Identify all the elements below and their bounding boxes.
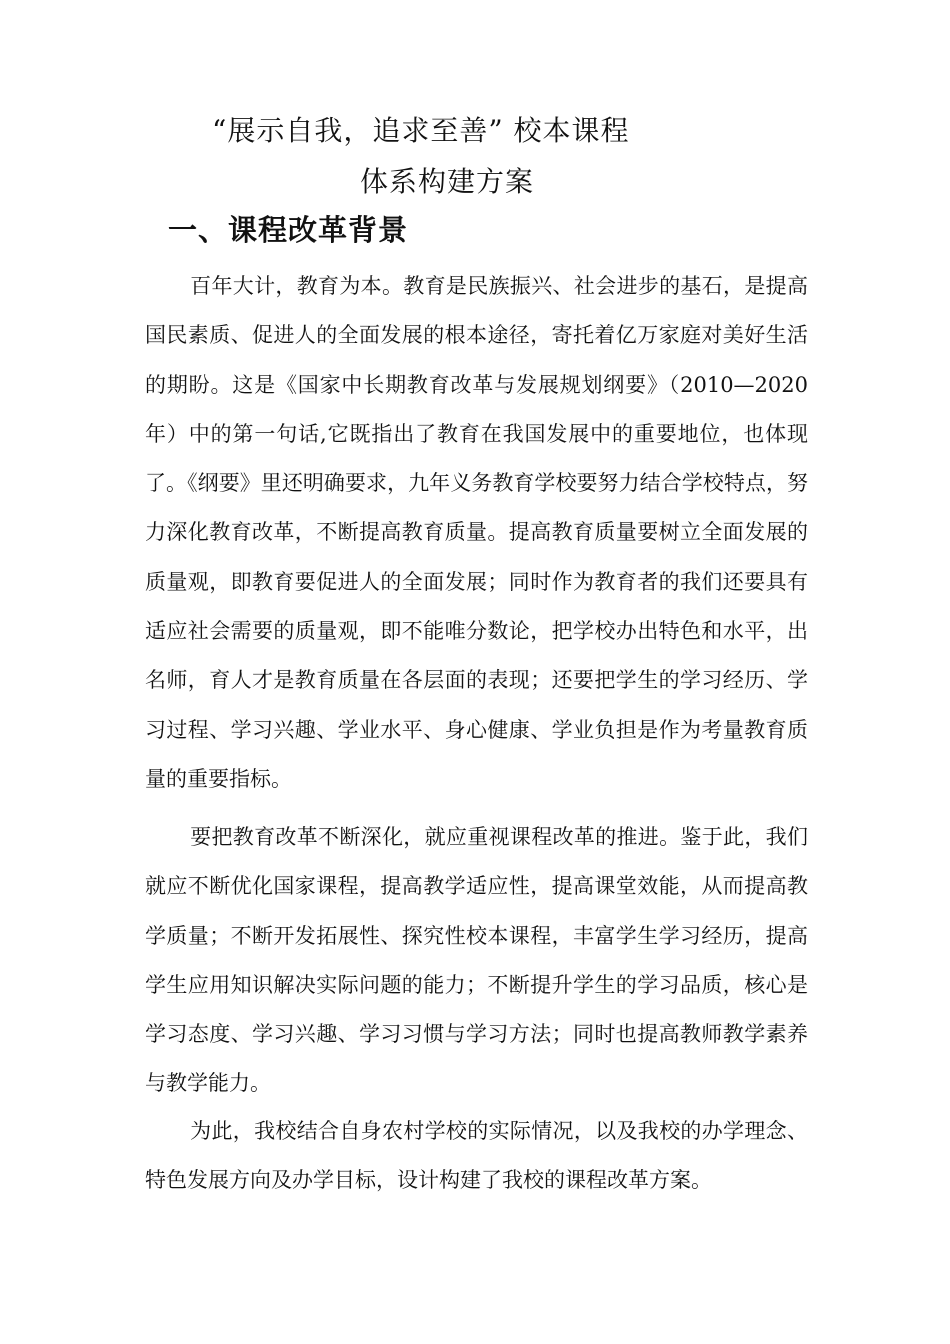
- section-heading: 一、课程改革背景: [168, 213, 409, 247]
- document-title-line-1: “展示自我，追求至善” 校本课程: [212, 114, 630, 147]
- body-paragraph: 要把教育改革不断深化，就应重视课程改革的推进。鉴于此，我们就应不断优化国家课程，提高教学适应性，提高课堂效能，从而提高教学质量；不断开发拓展性、探究性校本课程，丰富学生学习经历，提高学生应用知识解决实际问题的能力；不断提升学生的学习品质，核心是学习态度、学习兴趣、学习习惯与学习方法；同时也提高教师教学素养与教学能力。: [145, 825, 808, 1096]
- document-title-line-2: 体系构建方案: [360, 165, 535, 198]
- body-paragraph: 为此，我校结合自身农村学校的实际情况，以及我校的办学理念、特色发展方向及办学目标，设计构建了我校的课程改革方案。: [145, 1119, 808, 1193]
- body-paragraph: 百年大计，教育为本。教育是民族振兴、社会进步的基石，是提高国民素质、促进人的全面发展的根本途径，寄托着亿万家庭对美好生活的期盼。这是《国家中长期教育改革与发展规划纲要》（2010—2020年）中的第一句话,它既指出了教育在我国发展中的重要地位，也体现了。《纲要》里还明确要求，九年义务教育学校要努力结合学校特点，努力深化教育改革，不断提高教育质量。提高教育质量要树立全面发展的质量观，即教育要促进人的全面发展；同时作为教育者的我们还要具有适应社会需要的质量观，即不能唯分数论，把学校办出特色和水平，出名师，育人才是教育质量在各层面的表现；还要把学生的学习经历、学习过程、学习兴趣、学业水平、身心健康、学业负担是作为考量教育质量的重要指标。: [145, 274, 808, 791]
